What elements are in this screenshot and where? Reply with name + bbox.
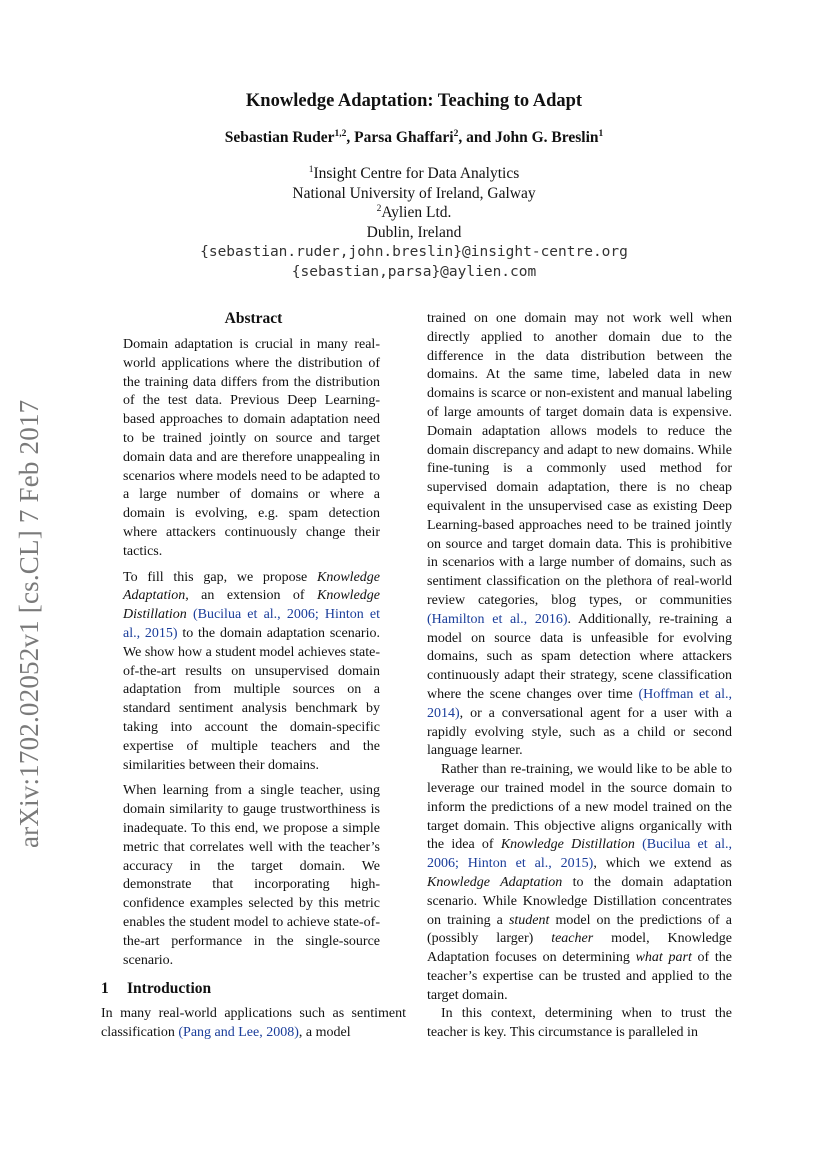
intro-body-right	[427, 310, 732, 1043]
text-span: . Additionally, re-training a model on source data is unfeasible for evolving domains, such as spam detection where attackers continuously adapt their strategy, scene classification where the scene changes over time	[427, 611, 732, 702]
right-column	[427, 310, 732, 1043]
author-affil-mark: 1,2	[334, 128, 347, 139]
text-span: model, Knowledge Adaptation focuses on determining	[427, 931, 732, 966]
author-list	[0, 129, 828, 147]
citation-link[interactable]: (Hamilton et al., 2016)	[427, 611, 568, 627]
abstract-paragraph	[123, 569, 380, 776]
intro-body-left	[101, 1005, 406, 1043]
section-number: 1	[101, 980, 109, 998]
author-name: , and John G. Breslin	[458, 129, 599, 146]
section-heading	[101, 980, 406, 998]
emphasis-text: Knowledge Adaptation	[427, 874, 563, 890]
email-line: {sebastian.ruder,john.breslin}@insight-centre.org	[200, 244, 628, 260]
arxiv-stamp	[10, 151, 56, 848]
emphasis-text: Knowledge Distillation	[123, 588, 380, 623]
text-span: , an extension of	[185, 588, 317, 604]
body-paragraph	[427, 761, 732, 1005]
affil-mark: 1	[308, 164, 314, 175]
affiliation-line	[0, 204, 828, 222]
affil-name: Insight Centre for Data Analytics	[313, 165, 520, 182]
emphasis-text: teacher	[551, 931, 594, 947]
body-paragraph	[101, 1005, 406, 1043]
text-span: trained on one domain may not work well when directly applied to another domain due to the difference in the data distribution between the domains. At the same time, labeled data in new domains is scarce or non-existent and manual labeling of large amounts of target domain data is expensive. Domain adaptation allows models to reduce the domain discrepancy and adapt to new domains. While fine-tuning is a commonly used method for supervised domain adaptation, there is no cheap equivalent in the unsupervised case as existing Deep Learning-based approaches need to be trained jointly on source and target domain data. This is prohibitive in scenarios with a large number of domains, such as sentiment classification on the plethora of real-world review categories, blog types, or communities	[427, 311, 732, 608]
affiliation-line: National University of Ireland, Galway	[292, 185, 536, 202]
author-affil-mark: 2	[453, 128, 459, 139]
abstract-body	[123, 336, 380, 970]
section-title: Introduction	[127, 980, 212, 998]
text-span: model on the predictions of a (possibly larger)	[427, 912, 732, 947]
author-name: , Parsa Ghaffari	[346, 129, 454, 146]
affiliation-line	[0, 165, 828, 183]
text-span: , or a conversational agent for a user with a rapidly evolving style, such as a child or second language learner.	[427, 705, 732, 759]
emphasis-text: what part	[635, 950, 692, 966]
emphasis-text: Knowledge Adaptation	[123, 569, 380, 604]
abstract-paragraph: When learning from a single teacher, using domain similarity to gauge trustworthiness is inadequate. To this end, we propose a simple metric that correlates well with the teacher’s accuracy in the target domain. We demonstrate that incorporating high-confidence examples selected by this metric enables the student model to achieve state-of-the-art performance in the single-source scenario.	[123, 783, 380, 968]
abstract-heading: Abstract	[224, 310, 283, 327]
text-span: of the teacher’s expertise can be trusted and applied to the target domain.	[427, 950, 732, 1003]
text-span: To fill this gap, we propose	[123, 569, 317, 585]
affil-name: Aylien Ltd.	[381, 204, 452, 221]
text-span: In many real-world applications such as sentiment classification	[101, 1006, 406, 1041]
author-name: Sebastian Ruder	[224, 129, 335, 146]
text-span: to the domain adaptation scenario. We show how a student model achieves state-of-the-art results on unsupervised domain adaptation from multiple sources on a standard sentiment analysis benchmark by taking into account the domain-specific expertise of multiple teachers and the similarities between their domains.	[123, 625, 380, 773]
text-span: to the domain adaptation scenario. While Knowledge Distillation concentrates on training a	[427, 874, 732, 928]
emphasis-text: Knowledge Distillation	[500, 837, 635, 853]
text-span: , which we extend as	[593, 856, 732, 872]
affil-mark: 2	[376, 203, 382, 214]
citation-link[interactable]: (Hoffman et al., 2014)	[427, 686, 732, 721]
author-affil-mark: 1	[598, 128, 604, 139]
citation-link[interactable]: (Pang and Lee, 2008)	[178, 1025, 299, 1041]
paper-title: Knowledge Adaptation: Teaching to Adapt	[245, 91, 583, 111]
text-span: Rather than re-training, we would like to be able to leverage our trained model in the source domain to inform the predictions of a new model trained on the target domain. This objective aligns organically with the idea of	[427, 762, 732, 853]
abstract-paragraph: Domain adaptation is crucial in many real-world applications where the distribution of the training data differs from the distribution of the test data. Previous Deep Learning-based approaches to domain adaptation need to be trained jointly on source and target domain data and are therefore unappealing in scenarios where models need to be adapted to a large number of domains or where a domain is evolving, e.g. spam detection where attackers continuously change their tactics.	[123, 337, 380, 559]
email-line: {sebastian,parsa}@aylien.com	[291, 264, 537, 280]
arxiv-stamp-text: arXiv:1702.02052v1 [cs.CL] 7 Feb 2017	[14, 399, 44, 848]
body-paragraph	[427, 310, 732, 761]
left-column	[101, 310, 406, 1043]
body-paragraph: In this context, determining when to trust the teacher is key. This circumstance is paralleled in	[427, 1006, 732, 1041]
affiliation-line: Dublin, Ireland	[366, 224, 462, 241]
text-span: , a model	[298, 1025, 351, 1041]
citation-link[interactable]: (Bucilua et al., 2006; Hinton et al., 2015)	[427, 837, 733, 872]
citation-link[interactable]: (Bucilua et al., 2006; Hinton et al., 2015)	[123, 607, 381, 641]
emphasis-text: student	[508, 912, 550, 928]
